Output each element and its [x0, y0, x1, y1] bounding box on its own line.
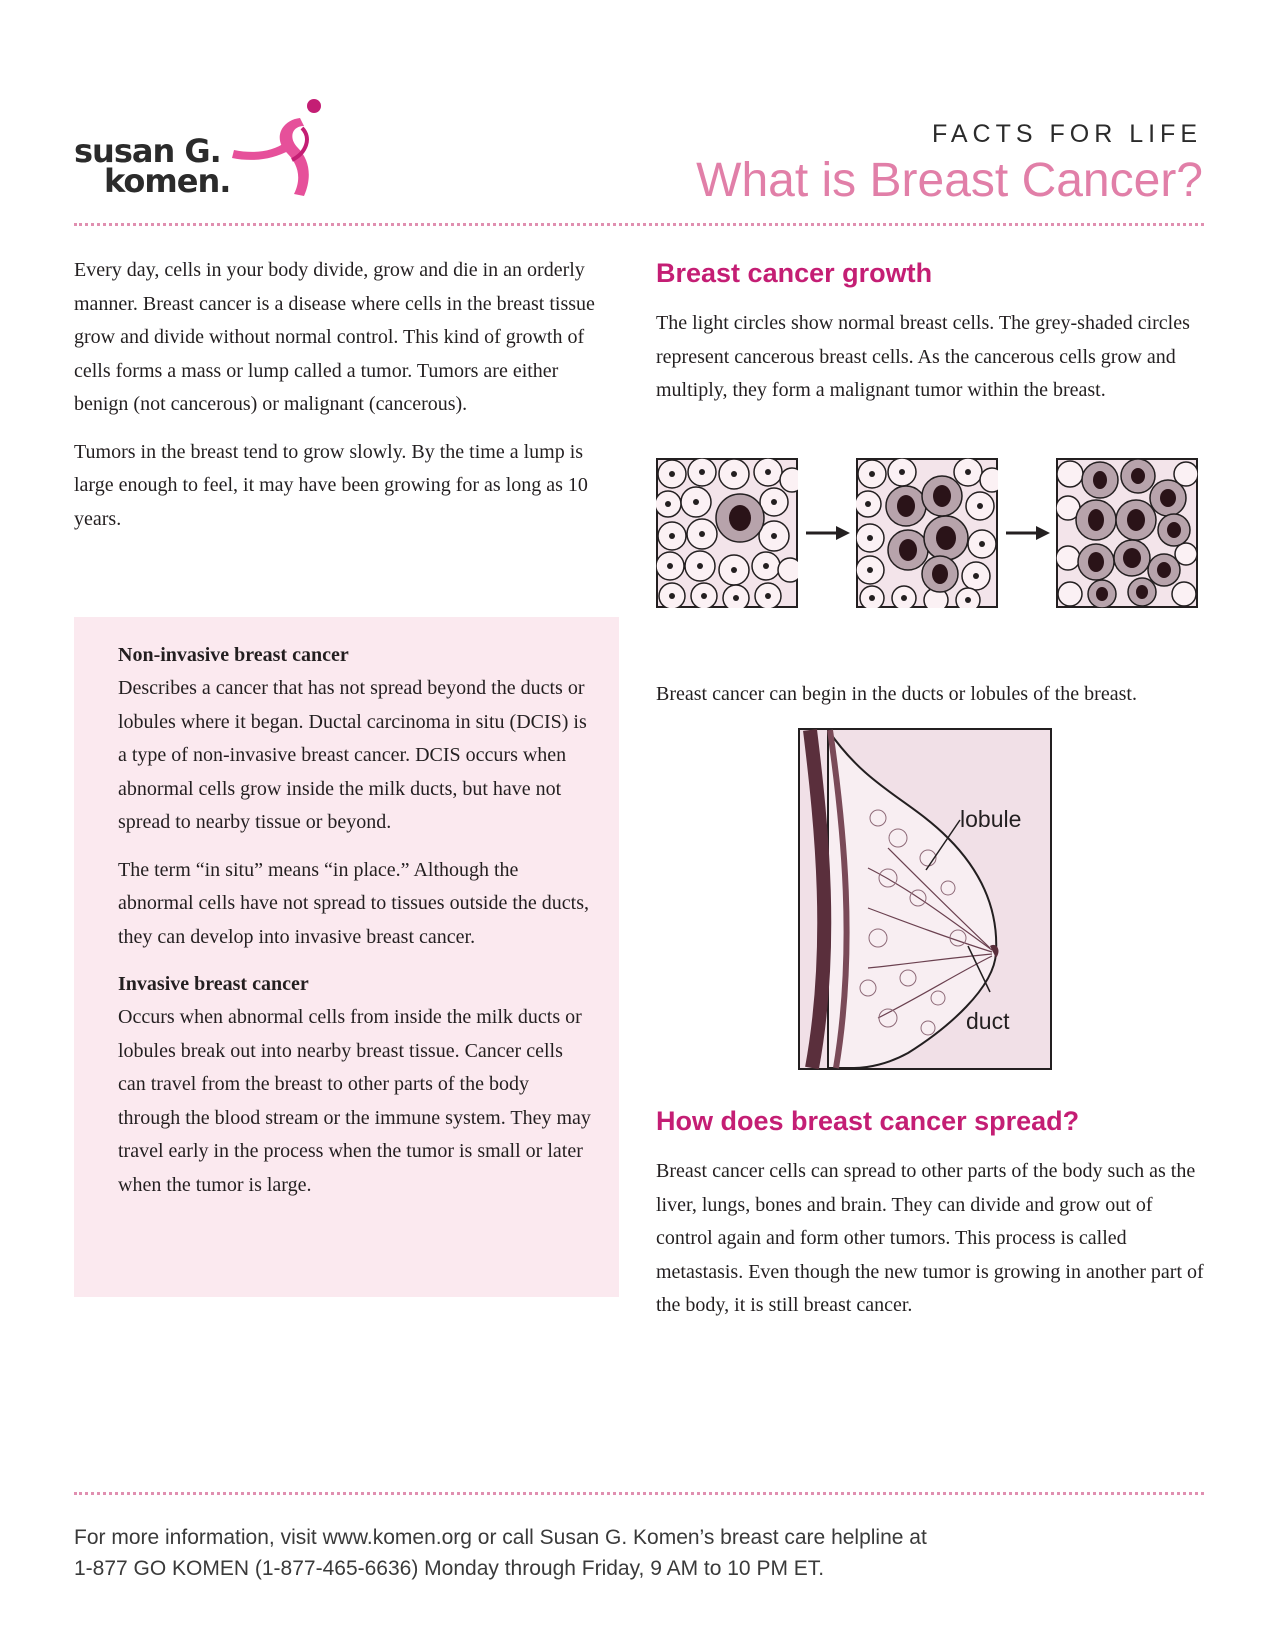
komen-logo [72, 98, 322, 208]
footer-line-2: 1-877 GO KOMEN (1-877-465-6636) Monday through Friday, 9 AM to 10 PM ET. [74, 1557, 825, 1580]
growth-paragraph: The light circles show normal breast cells. The grey-shaded circles represent cancerous breast cells. As the cancerous cells grow and multiply, they form a malignant tumor within the breast. [656, 312, 1190, 401]
cancer-types-callout [74, 617, 619, 1297]
growth-section [656, 258, 1206, 408]
intro-section [74, 254, 614, 550]
logo-wordmark-line1: susan G. [74, 132, 221, 170]
cells-stage-2-image [856, 458, 998, 608]
noninvasive-paragraph-2: The term “in situ” means “in place.” Although the abnormal cells have not spread to tissues outside the ducts, they can develop into invasive breast cancer. [118, 858, 590, 948]
noninvasive-heading: Non-invasive breast cancer [118, 644, 349, 666]
growth-heading: Breast cancer growth [656, 258, 933, 288]
spread-paragraph: Breast cancer cells can spread to other parts of the body such as the liver, lungs, bones and brain. They can divide and grow out of control again and form other tumors. This process is called metastasis. Even though the new tumor is growing in another part of the body, it is still breast cancer. [656, 1160, 1204, 1316]
intro-paragraph-1: Every day, cells in your body divide, grow and die in an orderly manner. Breast cancer is a disease where cells in the breast tissue grow and divide without normal control. This kind of growth of cells forms a mass or lump called a tumor. Tumors are either benign (not cancerous) or malignant (cancerous). [74, 259, 595, 415]
cells-stage-3-image [1056, 458, 1198, 608]
page-title: What is Breast Cancer? [696, 154, 1203, 207]
cells-stage-1-image [656, 458, 798, 608]
anatomy-caption: Breast cancer can begin in the ducts or lobules of the breast. [656, 683, 1137, 705]
arrow-right-icon [806, 526, 850, 540]
invasive-heading: Invasive breast cancer [118, 973, 309, 995]
header-divider [74, 223, 1204, 226]
label-duct: duct [966, 1008, 1010, 1034]
arrow-right-icon [1006, 526, 1050, 540]
invasive-paragraph: Occurs when abnormal cells from inside the milk ducts or lobules break out into nearby breast tissue. Cancer cells can travel from the breast to other parts of the body through the blood stream or the immune system. They may travel early in the process when the tumor is small or later when the tumor is large. [118, 1006, 591, 1196]
facts-for-life-kicker: FACTS FOR LIFE [931, 120, 1202, 148]
footer-divider [74, 1492, 1204, 1495]
breast-anatomy-image [798, 728, 1052, 1070]
intro-paragraph-2: Tumors in the breast tend to grow slowly. By the time a lump is large enough to feel, it may have been growing for as long as 10 years. [74, 440, 588, 530]
label-lobule: lobule [960, 806, 1022, 832]
footer-line-1: For more information, visit www.komen.org or call Susan G. Komen’s breast care helpline at [74, 1526, 927, 1549]
spread-heading: How does breast cancer spread? [656, 1106, 1080, 1136]
noninvasive-paragraph-1: Describes a cancer that has not spread beyond the ducts or lobules where it began. Ductal carcinoma in situ (DCIS) is a type of non-invasive breast cancer. DCIS occurs when abnormal cells grow inside the milk ducts, but have not spread to nearby tissue or beyond. [118, 677, 587, 833]
pink-ribbon-icon [232, 98, 322, 208]
logo-wordmark-line2: komen. [104, 162, 231, 200]
spread-section [656, 1106, 1206, 1323]
footer-contact [74, 1522, 1204, 1584]
